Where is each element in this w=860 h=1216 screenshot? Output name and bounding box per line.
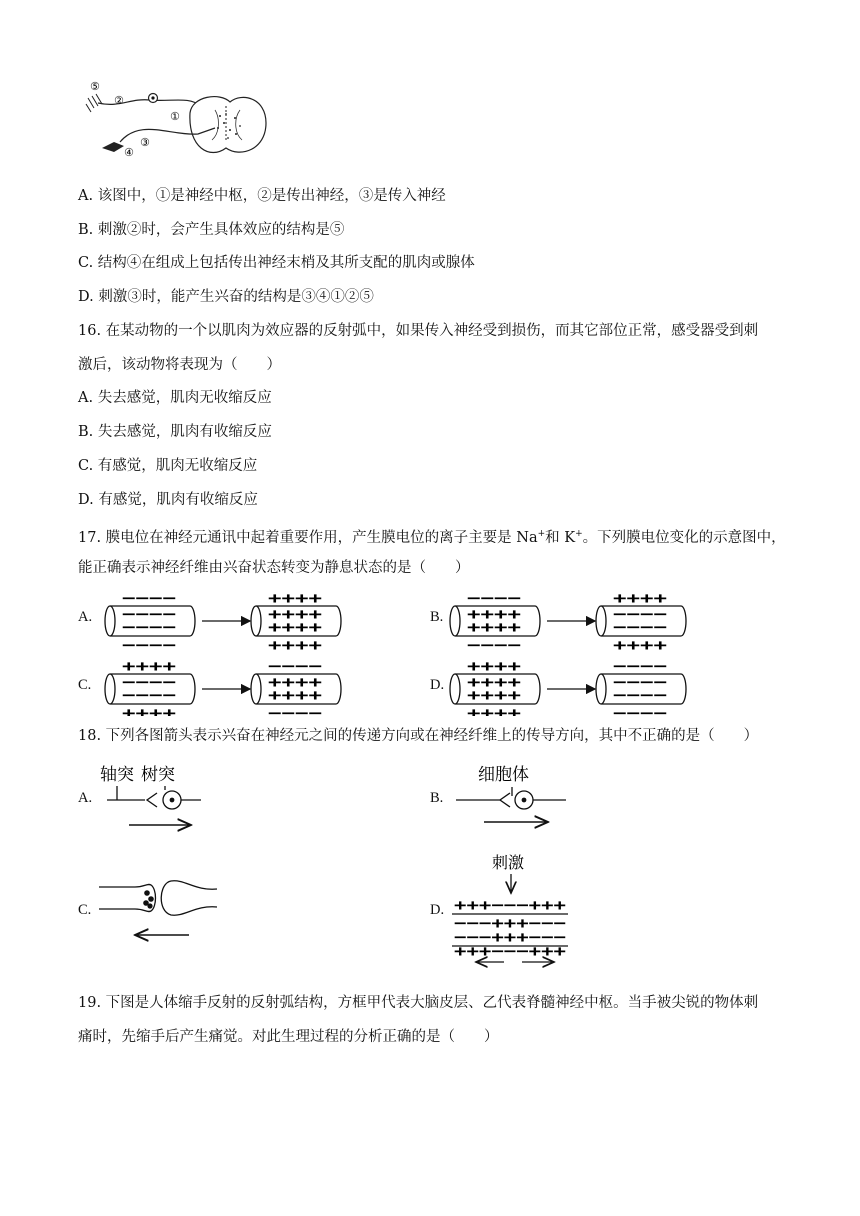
spinal-cord: [190, 97, 266, 153]
q16-stem-line2: 激后，该动物将表现为（ ）: [78, 357, 281, 373]
inner-charge-top-c-after: ++++: [268, 673, 322, 691]
q15-option-d: D. 刺激③时，能产生兴奋的结构是③④①②⑤: [78, 289, 374, 305]
outer-charge-bottom-a-after: ++++: [268, 636, 322, 654]
outer-charge-top-b-before: −−−−: [467, 589, 521, 607]
inner-charge-top-d-before: ++++: [467, 673, 521, 691]
q17-label-c: C.: [78, 677, 92, 693]
outer-charge-bottom-a-before: −−−−: [122, 636, 176, 654]
q18-diagram-b: [452, 760, 582, 838]
outer-charge-bottom-c-after: −−−−: [268, 704, 322, 716]
q17-diagram-a: [105, 589, 341, 654]
q16-option-c: C. 有感觉，肌肉无收缩反应: [78, 458, 258, 474]
q16-option-a: A. 失去感觉，肌肉无收缩反应: [78, 390, 272, 406]
inner-charge-top-b-after: −−−−: [613, 605, 667, 623]
inner-charge-bottom-c-before: −−−−: [122, 686, 176, 704]
q15-option-b: B. 刺激②时，会产生具体效应的结构是⑤: [78, 222, 345, 238]
membrane-potential-diagrams: [0, 588, 860, 716]
inner-charge-bottom-d-after: −−−−: [613, 686, 667, 704]
d-row-1: +++−−−+++: [454, 896, 566, 914]
dendrite-label: 树突: [141, 765, 175, 785]
inner-charge-bottom-a-after: ++++: [268, 618, 322, 636]
q18-diagram-d: [450, 850, 580, 970]
q18-stem: 18. 下列各图箭头表示兴奋在神经元之间的传递方向或在神经纤维上的传导方向，其中不正确的是（ ）: [78, 728, 759, 744]
label-1: ①: [170, 110, 180, 123]
d-row-4: +++−−−+++: [454, 942, 566, 960]
q18-diagram-a: [95, 760, 215, 838]
q17-label-b: B.: [430, 609, 444, 625]
k-charge: +: [575, 529, 583, 539]
q17-diagram-c: [105, 657, 341, 716]
q16-stem-line1: 16. 在某动物的一个以肌肉为效应器的反射弧中，如果传入神经受到损伤，而其它部位正常，感受器受到刺: [78, 323, 759, 339]
label-4: ④: [124, 146, 134, 159]
outer-charge-top-a-after: ++++: [268, 589, 322, 607]
outer-charge-top-b-after: ++++: [613, 589, 667, 607]
q17-stem-part-c: 。下列膜电位变化的示意图中，: [582, 529, 786, 546]
inner-charge-bottom-a-before: −−−−: [122, 618, 176, 636]
inner-charge-bottom-d-before: ++++: [467, 686, 521, 704]
q19-stem-line2: 痛时，先缩手后产生痛觉。对此生理过程的分析正确的是（ ）: [78, 1029, 499, 1045]
outer-charge-top-c-after: −−−−: [268, 657, 322, 675]
reflex-arc-figure: [80, 78, 290, 168]
inner-charge-bottom-c-after: ++++: [268, 686, 322, 704]
q16-option-d: D. 有感觉，肌肉有收缩反应: [78, 492, 258, 508]
na-charge: +: [537, 529, 546, 539]
q17-stem-part-a: 17. 膜电位在神经元通讯中起着重要作用，产生膜电位的离子主要是 Na: [78, 529, 538, 546]
q16-option-b: B. 失去感觉，肌肉有收缩反应: [78, 424, 272, 440]
q18-label-c: C.: [78, 902, 92, 918]
outer-charge-top-a-before: −−−−: [122, 589, 176, 607]
inner-charge-top-d-after: −−−−: [613, 673, 667, 691]
q18-label-d: D.: [430, 902, 445, 918]
outer-charge-top-c-before: ++++: [122, 657, 176, 675]
label-3: ③: [140, 136, 150, 149]
outer-charge-bottom-b-before: −−−−: [467, 636, 521, 654]
q18-label-a: A.: [78, 790, 93, 806]
outer-charge-bottom-b-after: ++++: [613, 636, 667, 654]
q15-option-a: A. 该图中，①是神经中枢，②是传出神经，③是传入神经: [78, 188, 446, 204]
q17-stem-part-b: 和 K: [545, 529, 576, 546]
outer-charge-bottom-c-before: ++++: [122, 704, 176, 716]
outer-charge-top-d-before: ++++: [467, 657, 521, 675]
outer-charge-bottom-d-after: −−−−: [613, 704, 667, 716]
stimulus-label: 刺激: [492, 853, 525, 872]
q17-stem-line2: 能正确表示神经纤维由兴奋状态转变为静息状态的是（ ）: [78, 560, 470, 576]
effector-muscle: [102, 142, 124, 152]
q18-label-b: B.: [430, 790, 444, 806]
q17-label-a: A.: [78, 609, 93, 625]
inner-charge-top-a-after: ++++: [268, 605, 322, 623]
q19-stem-line1: 19. 下图是人体缩手反射的反射弧结构，方框甲代表大脑皮层、乙代表脊髓神经中枢。当手被尖锐的物体刺: [78, 995, 759, 1011]
q17-stem-line1: [78, 524, 786, 548]
q15-option-c: C. 结构④在组成上包括传出神经末梢及其所支配的肌肉或腺体: [78, 255, 475, 271]
outer-charge-bottom-d-before: ++++: [467, 704, 521, 716]
inner-charge-top-c-before: −−−−: [122, 673, 176, 691]
label-5: ⑤: [90, 80, 100, 93]
q17-diagram-d: [450, 657, 686, 716]
cell-body-label: 细胞体: [478, 765, 529, 785]
q18-diagram-c: [95, 875, 225, 945]
inner-charge-bottom-b-before: ++++: [467, 618, 521, 636]
d-row-3: −−−+++−−−: [454, 928, 566, 946]
q17-label-d: D.: [430, 677, 445, 693]
d-row-2: −−−+++−−−: [454, 914, 566, 932]
label-2: ②: [114, 94, 124, 107]
outer-charge-top-d-after: −−−−: [613, 657, 667, 675]
inner-charge-top-a-before: −−−−: [122, 605, 176, 623]
axon-label: 轴突: [100, 765, 134, 785]
inner-charge-top-b-before: ++++: [467, 605, 521, 623]
inner-charge-bottom-b-after: −−−−: [613, 618, 667, 636]
q17-diagram-b: [450, 589, 686, 654]
